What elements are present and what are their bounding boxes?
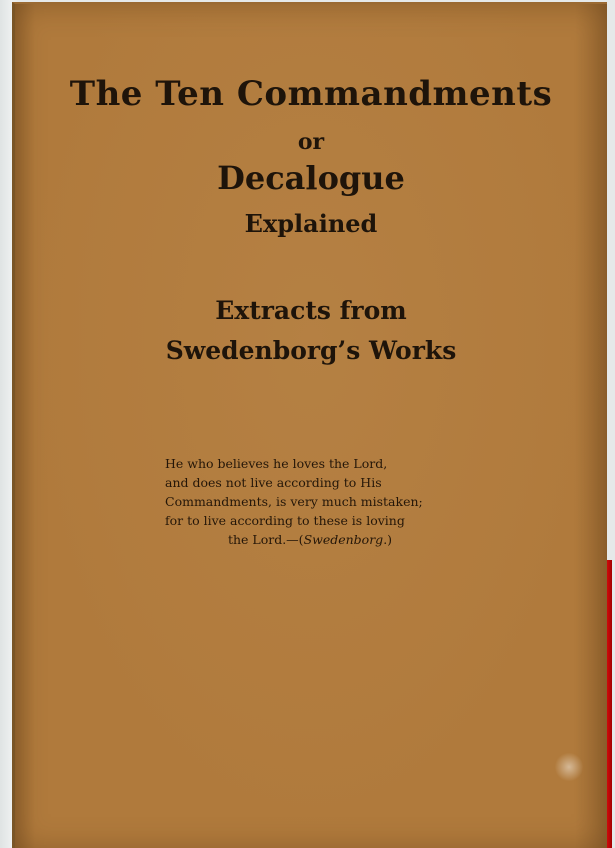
title-line-3: Decalogue — [217, 159, 405, 197]
quote-line-2: and does not live according to His — [165, 475, 382, 490]
title-line-1: The Ten Commandments — [69, 74, 553, 114]
book-cover — [12, 2, 607, 848]
title-line-2: or — [297, 129, 325, 155]
subtitle-line-2: Swedenborg’s Works — [165, 336, 457, 365]
quote-line-4: for to live according to these is loving — [165, 513, 405, 528]
epigraph-quote — [165, 454, 455, 549]
subtitle-line-1: Extracts from — [215, 296, 407, 325]
quote-line-3: Commandments, is very much mistaken; — [165, 494, 423, 509]
title-line-4: Explained — [244, 209, 378, 238]
quote-line-5-end: .) — [383, 532, 393, 547]
quote-line-5-text: the Lord.—( — [227, 532, 304, 547]
quote-author: Swedenborg — [303, 532, 384, 547]
quote-line-1: He who believes he loves the Lord, — [165, 456, 388, 471]
quote-line-5 — [165, 530, 455, 549]
cover-scuff-mark — [555, 752, 583, 782]
